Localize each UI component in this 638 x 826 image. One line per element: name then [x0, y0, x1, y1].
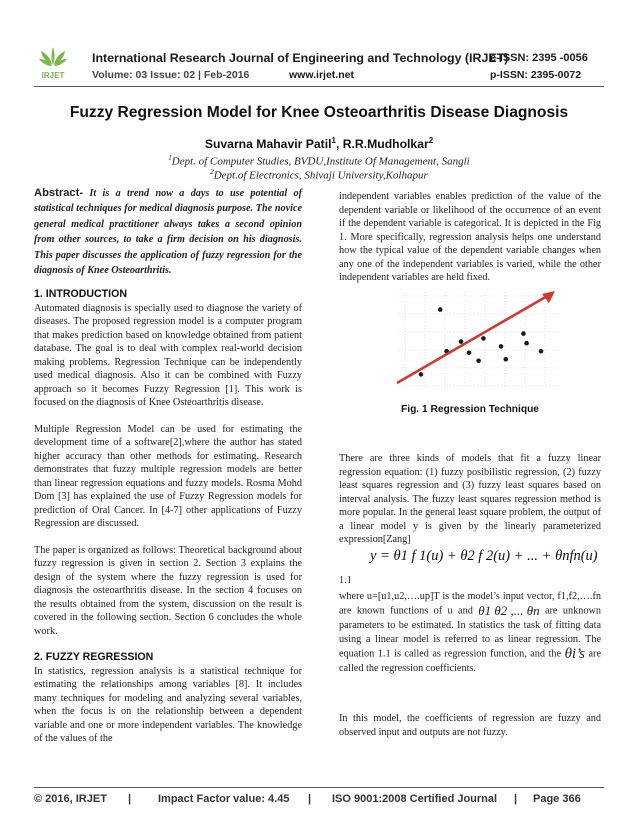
- data-point-5: [476, 359, 481, 364]
- right-column-lower: [339, 590, 601, 676]
- data-point-1: [438, 307, 443, 312]
- equation-number: 1.1: [339, 575, 352, 586]
- paragraph-3-part-a: where u=[u1,u2,….up]T is the model’s input vector, f1,f2,….fn are known functions of u and: [339, 591, 601, 617]
- intro-paragraph-3: The paper is organized as follows: Theoretical background about fuzzy regression is given in section 2. Section 3 explains the design of the system where the fuzzy regression is used for diagnosis the osteoarthritis disease. In the section 4 focuses on the results obtained from the system, discussion on the result is covered in the following section. Section 6 concludes the whole work.: [34, 544, 302, 637]
- e-issn: e-ISSN: 2395 -0056: [490, 52, 588, 64]
- intro-paragraph-2: Multiple Regression Model can be used for estimating the development time of a software[2],where the author has stated higher accuracy than other methods for estimating. Research demonstrates that fuzzy multiple regression models are better than linear regression equations and fuzzy models. Rosma Mohd Dom [3] has explained the use of Fuzzy Regression models for prediction of Oral Cancer. In [4-7] other applications of Fuzzy Regression are discussed.: [34, 423, 302, 530]
- footer-separator-3: |: [514, 793, 518, 805]
- figure-regression-line: [397, 291, 555, 383]
- regression-line: [397, 295, 549, 383]
- theta-list: θ1 θ2 ,... θn: [478, 603, 540, 619]
- author-2: R.R.Mudholkar: [342, 137, 429, 152]
- data-point-0: [419, 372, 424, 377]
- affiliation-2: [0, 168, 638, 182]
- author-separator: ,: [335, 137, 343, 152]
- theta-i: θi’s: [564, 646, 585, 663]
- paragraph-3-part-b: are unknown parameters to be estimated. In statistics the task of fitting data using a linear model is referred to as linear regression. The equation 1.1 is called as regression function, and the: [339, 605, 601, 660]
- right-column-bottom: [339, 712, 601, 739]
- right-paragraph-1: independent variables enables prediction of the value of the dependent variable or likelihood of the occurrence of an event if the dependent variable is categorical. It is depicted in the Fig 1. More specifically, regression analysis helps one understand how the typical value of the dependent variable changes when any one of the independent variables is varied, while the other independent variables are held fixed.: [339, 191, 601, 283]
- data-point-8: [504, 357, 509, 362]
- header-divider: [34, 86, 604, 87]
- right-paragraph-4: In this model, the coefficients of regression are fuzzy and observed input and outputs are not fuzzy.: [339, 713, 601, 738]
- section-1-heading: 1. INTRODUCTION: [34, 288, 127, 301]
- right-paragraph-2: There are three kinds of models that fit a fuzzy linear regression equation: (1) fuzzy posibilistic regression, (2) fuzzy least squares regression and (3) fuzzy least squares based on interval analysis. The fuzzy least squares regression method is more popular. In the general least square problem, the output of a linear model y is given by the linearly parameterized expression[Zang]: [339, 453, 601, 545]
- figure-points: [419, 307, 544, 376]
- logo-text: IRJET: [41, 71, 65, 80]
- affiliation-2-text: Dept.of Electronics, Shivaji University,Kolhapur: [213, 169, 428, 182]
- footer-separator-1: |: [128, 793, 132, 805]
- regression-equation: [370, 547, 600, 573]
- website-link[interactable]: www.irjet.net: [289, 69, 354, 81]
- volume-issue: Volume: 03 Issue: 02 | Feb-2016: [92, 69, 250, 81]
- journal-title: International Research Journal of Engineering and Technology (IRJET): [92, 51, 509, 65]
- data-point-10: [524, 341, 529, 346]
- fuzzy-regression-paragraph: In statistics, regression analysis is a statistical technique for estimating the relationships among variables [8]. It includes many techniques for modeling and analyzing several variables, when the focus is on the relationship between a dependent variable and one or more independent variables. The knowledge of the values of the: [34, 665, 302, 745]
- author-1-mark: 1: [331, 136, 336, 145]
- data-point-7: [499, 344, 504, 349]
- abstract-label: Abstract-: [34, 187, 84, 199]
- data-point-11: [539, 349, 544, 354]
- journal-logo: [36, 44, 70, 80]
- data-point-3: [459, 339, 464, 344]
- author-1: Suvarna Mahavir Patil: [204, 137, 332, 152]
- footer-iso: ISO 9001:2008 Certified Journal: [332, 793, 498, 805]
- affiliation-2-mark: 2: [210, 168, 214, 176]
- regression-figure: [395, 288, 565, 392]
- right-paragraph-3: [339, 590, 601, 676]
- paragraph-3-part-c: are called the regression coefficients.: [339, 648, 602, 674]
- data-point-6: [481, 336, 486, 341]
- equation-text: y = θ1 f 1(u) + θ2 f 2(u) + ... + θnfn(u): [370, 548, 598, 564]
- section-2-heading: 2. FUZZY REGRESSION: [34, 651, 154, 664]
- affiliation-1: [0, 154, 638, 168]
- left-column: [34, 186, 302, 746]
- footer-copyright: © 2016, IRJET: [34, 793, 107, 805]
- figure-caption: Fig. 1 Regression Technique: [401, 404, 539, 415]
- data-point-4: [467, 351, 472, 356]
- abstract-text: It is a trend now a days to use potential of statistical techniques for medical diagnosis purpose. The novice general medical practitioner always takes a second opinion from other sources, to take a firm decision on his diagnosis. This paper discusses the application of fuzzy regression for the diagnosis of Knee Osteoarthritis.: [34, 188, 302, 277]
- affiliation-1-mark: 1: [168, 154, 172, 162]
- footer-separator-2: |: [308, 793, 312, 805]
- authors: [0, 136, 638, 151]
- footer-impact: Impact Factor value: 4.45: [158, 793, 290, 805]
- author-2-mark: 2: [428, 136, 434, 145]
- regression-plot: [395, 288, 565, 392]
- figure-grid: [399, 292, 561, 388]
- abstract: [34, 186, 302, 278]
- footer-divider: [34, 787, 604, 788]
- affiliation-1-text: Dept. of Computer Studies, BVDU,Institute Of Management, Sangli: [171, 155, 470, 168]
- footer-page: Page 366: [533, 793, 581, 805]
- p-issn: p-ISSN: 2395-0072: [490, 69, 582, 81]
- data-point-9: [521, 331, 526, 336]
- right-column-middle: [339, 452, 601, 547]
- right-column-top: [339, 190, 601, 285]
- intro-paragraph-1: Automated diagnosis is specially used to diagnose the variety of diseases. The proposed regression model is a computer program that makes prediction based on knowledge obtained from patient database. The goal is to deal with complex real-world decision making problems. Regression Technique can be independently used medical diagnosis. Also it can be combined with Fuzzy approach so it becomes Fuzzy Regression [1]. This work is focused on the diagnosis of Knee Osteoarthritis disease.: [34, 302, 302, 409]
- paper-title: Fuzzy Regression Model for Knee Osteoarthritis Disease Diagnosis: [69, 104, 569, 121]
